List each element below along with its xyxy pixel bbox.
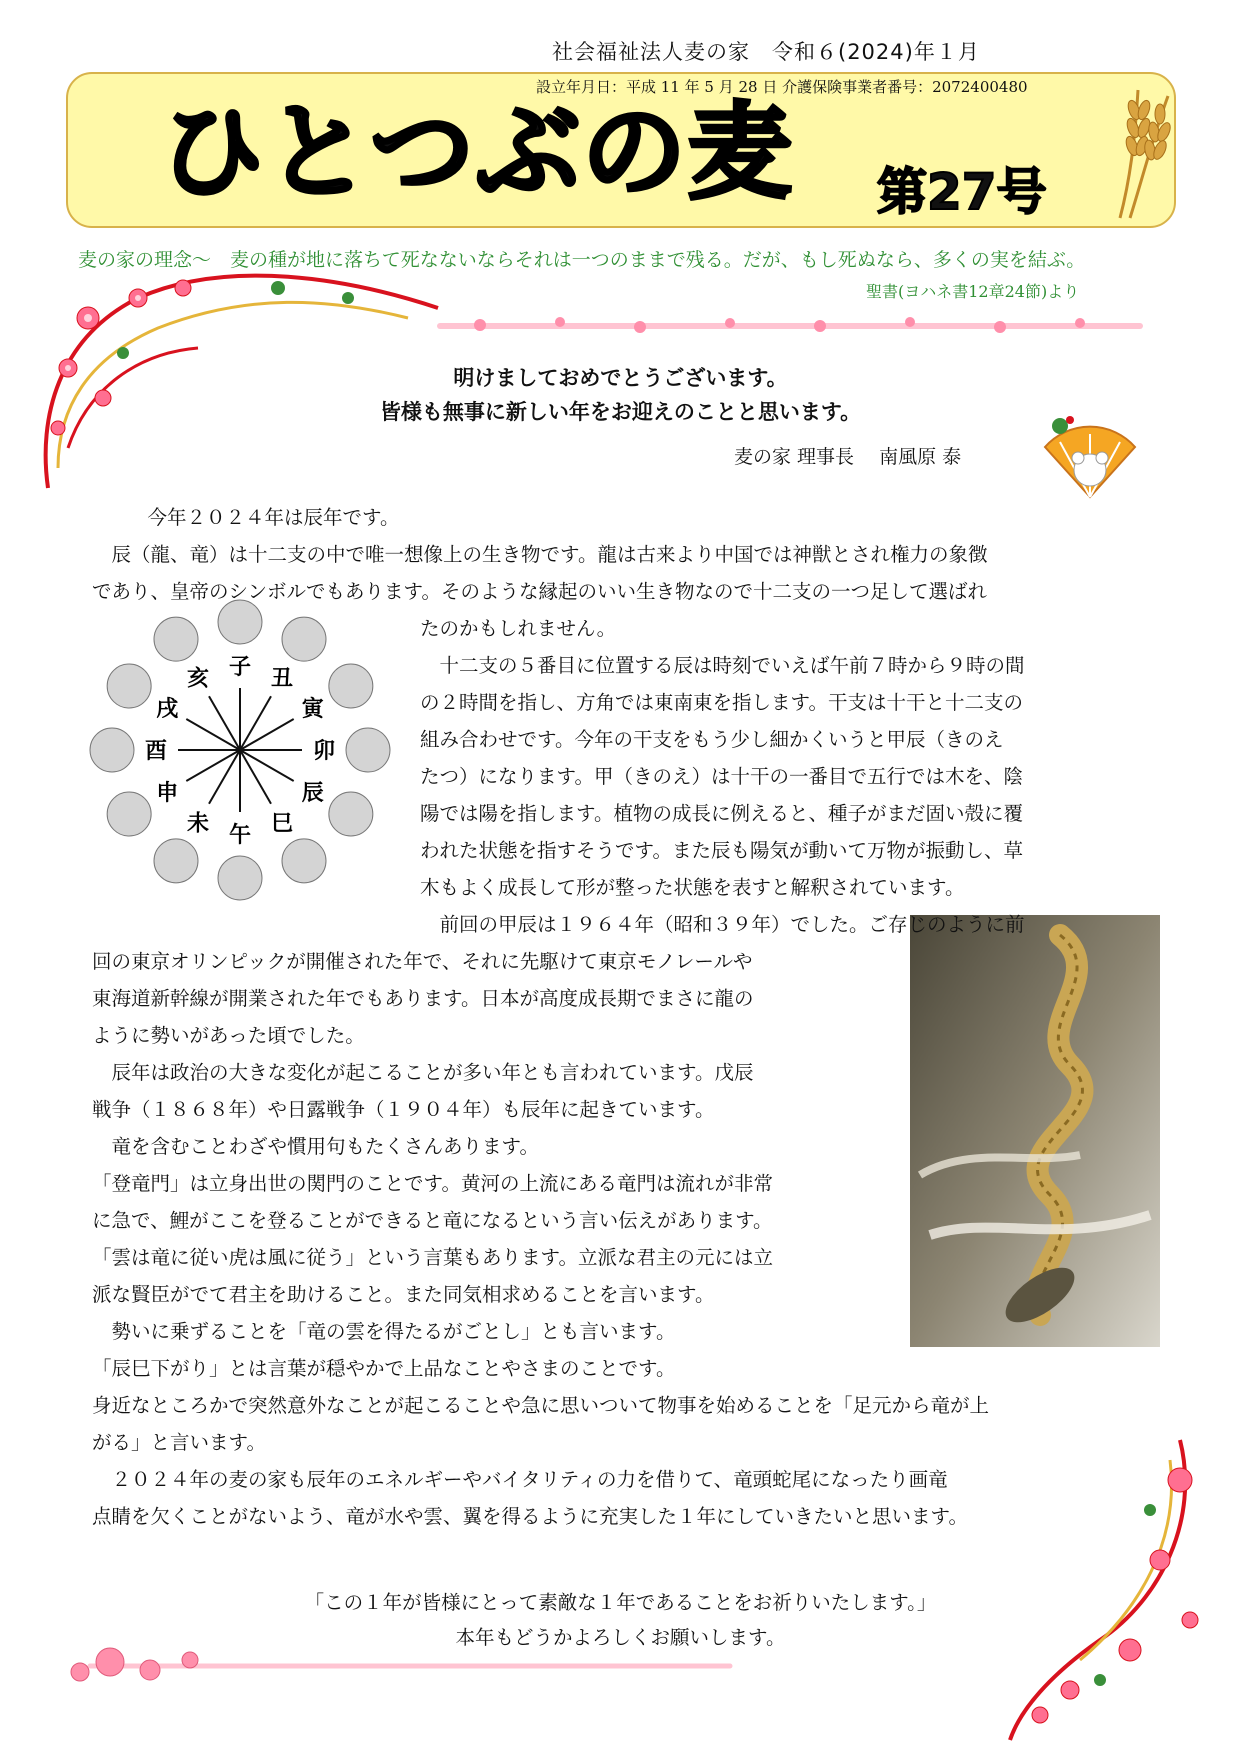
greeting-line-2: 皆様も無事に新しい年をお迎えのことと思います。 xyxy=(379,400,862,424)
body-line: 組み合わせです。今年の干支をもう少し細かくいうと甲辰（きのえ xyxy=(420,728,1004,751)
zodiac-animal-icon xyxy=(107,664,151,708)
body-line: ように勢いがあった頃でした。 xyxy=(92,1024,365,1047)
body-line: たのかもしれません。 xyxy=(420,617,617,640)
zodiac-label: 子 xyxy=(228,654,252,680)
organization-date: 社会福祉法人麦の家 令和６(2024)年１月 xyxy=(552,40,980,64)
zodiac-animal-icon xyxy=(329,792,373,836)
zodiac-label: 申 xyxy=(156,780,179,806)
zodiac-wheel-diagram xyxy=(80,600,400,900)
body-line: 回の東京オリンピックが開催された年で、それに先駆けて東京モノレールや xyxy=(92,950,753,973)
body-line: 陽では陽を指します。植物の成長に例えると、種子がまだ固い殻に覆 xyxy=(420,802,1023,825)
zodiac-animal-icon xyxy=(282,617,326,661)
body-line: 「辰巳下がり」とは言葉が穏やかで上品なことやさまのことです。 xyxy=(92,1357,676,1380)
issue-number: 第27号 xyxy=(877,163,1047,221)
body-line: 「雲は竜に従い虎は風に従う」という言葉もあります。立派な君主の元には立 xyxy=(92,1246,773,1269)
zodiac-animal-icon xyxy=(346,728,390,772)
zodiac-animal-icon xyxy=(329,664,373,708)
zodiac-label: 酉 xyxy=(144,738,168,764)
zodiac-animal-icon xyxy=(154,617,198,661)
zodiac-animal-icon xyxy=(107,792,151,836)
body-line: たつ）になります。甲（きのえ）は十干の一番目で五行では木を、陰 xyxy=(420,765,1023,788)
wheat-icon xyxy=(1090,80,1180,220)
body-line: 辰年は政治の大きな変化が起こることが多い年とも言われています。戊辰 xyxy=(92,1061,754,1084)
zodiac-label: 卯 xyxy=(312,738,336,764)
scripture-source: 聖書(ヨハネ書12章24節)より xyxy=(866,282,1080,301)
body-line: 竜を含むことわざや慣用句もたくさんあります。 xyxy=(92,1135,539,1158)
body-line: 木もよく成長して形が整った状態を表すと解釈されています。 xyxy=(420,876,965,899)
body-line: 点睛を欠くことがないよう、竜が水や雲、翼を得るように充実した１年にしていきたいと思います。 xyxy=(92,1505,968,1528)
zodiac-label: 巳 xyxy=(270,810,294,837)
zodiac-label: 丑 xyxy=(270,665,294,692)
body-line: であり、皇帝のシンボルでもあります。そのような縁起のいい生き物なので十二支の一つ足して選ばれ xyxy=(92,580,987,603)
closing-line-1: 「この１年が皆様にとって素敵な１年であることをお祈りいたします。」 xyxy=(304,1591,937,1614)
body-line: 東海道新幹線が開業された年でもあります。日本が高度成長期でまさに龍の xyxy=(92,987,754,1010)
body-line: 派な賢臣がでて君主を助けること。また同気相求めることを言います。 xyxy=(92,1283,715,1306)
body-line: 戦争（１８６８年）や日露戦争（１９０４年）も辰年に起きています。 xyxy=(92,1098,715,1121)
body-line: に急で、鯉がここを登ることができると竜になるという言い伝えがあります。 xyxy=(92,1209,773,1232)
body-line: 辰（龍、竜）は十二支の中で唯一想像上の生き物です。龍は古来より中国では神獣とされ権力の象徴 xyxy=(92,543,988,566)
new-year-fan-icon xyxy=(1040,412,1140,502)
body-line: 勢いに乗ずることを「竜の雲を得たるがごとし」とも言います。 xyxy=(92,1320,676,1343)
zodiac-animal-icon xyxy=(218,856,262,900)
chairman-signature: 麦の家 理事長 南風原 泰 xyxy=(734,446,962,468)
body-line: 身近なところかで突然意外なことが起こることや急に思いついて物事を始めることを「足元から竜が上 xyxy=(92,1394,990,1417)
zodiac-animal-icon xyxy=(282,839,326,883)
zodiac-label: 午 xyxy=(228,822,252,848)
establishment-info: 設立年月日：平成 11 年 5 月 28 日 介護保険事業者番号：2072400480 xyxy=(536,78,1028,96)
zodiac-label: 亥 xyxy=(186,665,210,692)
zodiac-label: 未 xyxy=(186,810,210,837)
body-line: の２時間を指し、方角では東南東を指します。干支は十干と十二支の xyxy=(420,691,1023,714)
zodiac-label: 戌 xyxy=(156,696,179,722)
zodiac-animal-icon xyxy=(154,839,198,883)
zodiac-label: 辰 xyxy=(301,780,324,806)
body-line: がる」と言います。 xyxy=(92,1431,266,1454)
zodiac-label: 寅 xyxy=(301,696,324,722)
body-line: 十二支の５番目に位置する辰は時刻でいえば午前７時から９時の間 xyxy=(420,654,1025,677)
philosophy-text: 麦の家の理念～ 麦の種が地に落ちて死なないならそれは一つのままで残る。だが、もし死ぬなら、多くの実を結ぶ。 xyxy=(78,249,1086,271)
closing-line-2: 本年もどうかよろしくお願いします。 xyxy=(455,1626,786,1649)
zodiac-animal-icon xyxy=(90,728,134,772)
body-line: 今年２０２４年は辰年です。 xyxy=(128,506,400,529)
body-line: 前回の甲辰は１９６４年（昭和３９年）でした。ご存じのように前 xyxy=(420,913,1025,936)
newsletter-title: ひとつぶの麦 xyxy=(160,91,794,213)
body-line: 「登竜門」は立身出世の関門のことです。黄河の上流にある竜門は流れが非常 xyxy=(92,1172,773,1195)
greeting-line-1: 明けましておめでとうございます。 xyxy=(453,366,788,390)
body-line: われた状態を指すそうです。また辰も陽気が動いて万物が振動し、草 xyxy=(420,839,1023,862)
body-line: ２０２４年の麦の家も辰年のエネルギーやバイタリティの力を借りて、竜頭蛇尾になったり画竜 xyxy=(92,1468,948,1491)
dragon-carp-painting xyxy=(910,915,1160,1347)
blossom-line-decoration xyxy=(440,310,1140,340)
